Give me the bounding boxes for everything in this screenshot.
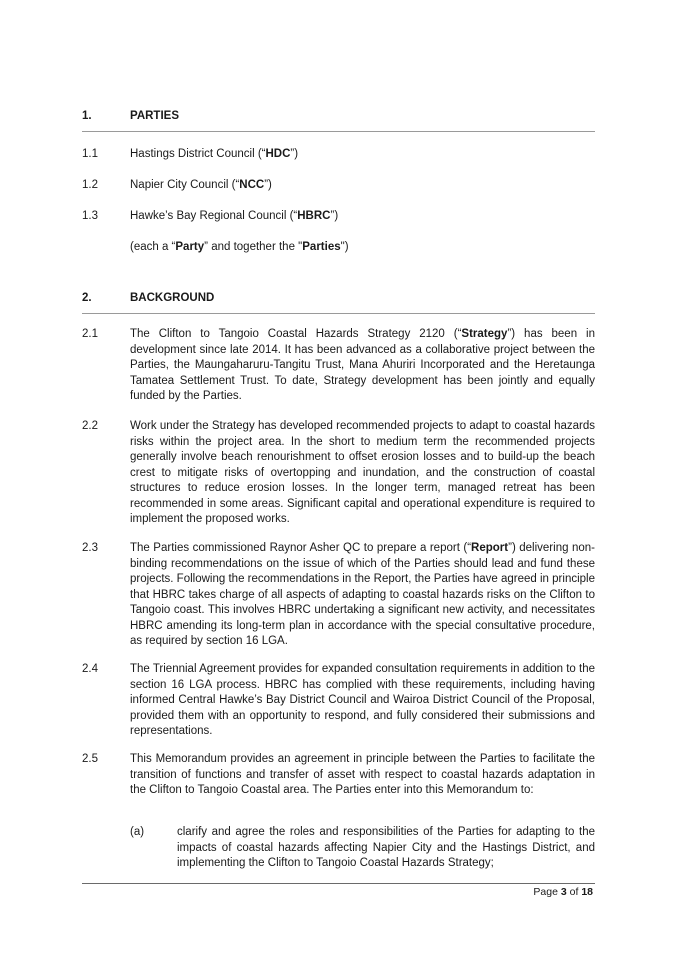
page-number (533, 886, 593, 899)
clause-2-5 (82, 752, 595, 799)
defined-term: NCC (239, 179, 265, 191)
clause-number: 1.1 (82, 148, 98, 160)
clause-2-1 (82, 327, 595, 405)
clause-text (130, 209, 595, 225)
section-divider (82, 313, 595, 314)
clause-text (130, 147, 595, 163)
clause-text-part: ”) (264, 179, 272, 191)
defined-term: Strategy (461, 328, 508, 340)
clause-text-part: Hawke’s Bay Regional Council (“ (130, 210, 298, 222)
clause-text (130, 327, 595, 405)
page-label: Page (533, 886, 561, 898)
clause-1-3 (82, 209, 595, 225)
page-current: 3 (560, 886, 567, 898)
clause-text: This Memorandum provides an agreement in principle between the Parties to facilitate the transition of functions and transfer of asset with respect to coastal hazards adaptation in the Clifton to Tangoio Coastal area. The Parties enter into this Memorandum to: (130, 753, 595, 796)
section-title: PARTIES (130, 110, 179, 122)
note-text-part: ") (340, 241, 349, 253)
clause-text-part: Hastings District Council (“ (130, 148, 266, 160)
clause-number: 1.2 (82, 179, 98, 191)
clause-text (130, 178, 595, 194)
defined-term: Parties (302, 241, 341, 253)
clause-number: 1.3 (82, 210, 98, 222)
page-label: of (566, 886, 582, 898)
clause-text-part: ”) delivering non-binding recommendations on the issue of which of the Parties should lead and fund these projects. Following the recommendations in the Report, the Parties have agreed in principle that HBRC takes charge of all aspects of adapting to coastal hazards risks on the Clifton to Tangoio coast. This involves HBRC undertaking a significant new activity, and necessitates HBRC amending its long-term plan in accordance with the special consultative procedure, as required by section 16 LGA. (130, 542, 595, 647)
subclause-text: clarify and agree the roles and responsibilities of the Parties for adapting to the impacts of coastal hazards affecting Napier City and the Hastings District, and implementing the Clifton to Tangoio Coastal Hazards Strategy; (177, 826, 595, 869)
clause-number: 2.3 (82, 542, 98, 554)
defined-term: Report (471, 542, 509, 554)
clause-text: The Triennial Agreement provides for expanded consultation requirements in addition to the section 16 LGA process. HBRC has complied with these requirements, including having informed Central Hawke’s Bay District Council and Wairoa District Council of the Proposal, provided them with an opportunity to respond, and fully considered their submissions and representations. (130, 663, 595, 737)
clause-number: 2.2 (82, 420, 98, 432)
clause-2-3 (82, 541, 595, 650)
clause-text (130, 541, 595, 650)
section-number: 2. (82, 292, 92, 304)
clause-text: Work under the Strategy has developed recommended projects to adapt to coastal hazards risks within the project area. In the short to medium term the recommended projects generally involve beach renourishment to offset erosion losses and to build-up the beach crest to mitigate risks of overtopping and inundation, and the construction of coastal structures to reduce erosion losses. In the longer term, managed retreat has been recommended in some areas. Significant capital and operational expenditure is required to implement the proposed works. (130, 420, 595, 525)
clause-2-4 (82, 662, 595, 740)
subclause-number: (a) (130, 826, 145, 838)
section-divider (82, 131, 595, 132)
clause-text-part: The Parties commissioned Raynor Asher QC to prepare a report (“ (130, 542, 472, 554)
page-total: 18 (581, 886, 593, 898)
clause-text-part: Napier City Council (“ (130, 179, 240, 191)
section-title: BACKGROUND (130, 292, 215, 304)
clause-text-part: ”) (290, 148, 299, 160)
note-text-part: ” and together the " (204, 241, 303, 253)
clause-1-2 (82, 178, 595, 194)
clause-2-2 (82, 419, 595, 528)
note-text-part: (each a “ (130, 241, 176, 253)
defined-term: HBRC (297, 210, 331, 222)
clause-1-1 (82, 147, 595, 163)
clause-text-part: ”) has been in development since late 2014. It has been advanced as a collaborative project between the Parties, the Maungaharuru-Tangitu Trust, Mana Ahuriri Incorporated and the Heretaunga Tamatea Settlement Trust. To date, Strategy development has been jointly and equally funded by the Parties. (130, 328, 595, 402)
footer-divider (82, 883, 595, 884)
clause-text-part: ”) (330, 210, 339, 222)
defined-term: Party (175, 241, 205, 253)
defined-term: HDC (265, 148, 291, 160)
subclause-a (130, 825, 595, 872)
parties-note (130, 240, 595, 256)
section-number: 1. (82, 110, 92, 122)
clause-number: 2.4 (82, 663, 98, 675)
clause-text-part: The Clifton to Tangoio Coastal Hazards Strategy 2120 (“ (130, 328, 462, 340)
clause-number: 2.1 (82, 328, 98, 340)
clause-number: 2.5 (82, 753, 98, 765)
